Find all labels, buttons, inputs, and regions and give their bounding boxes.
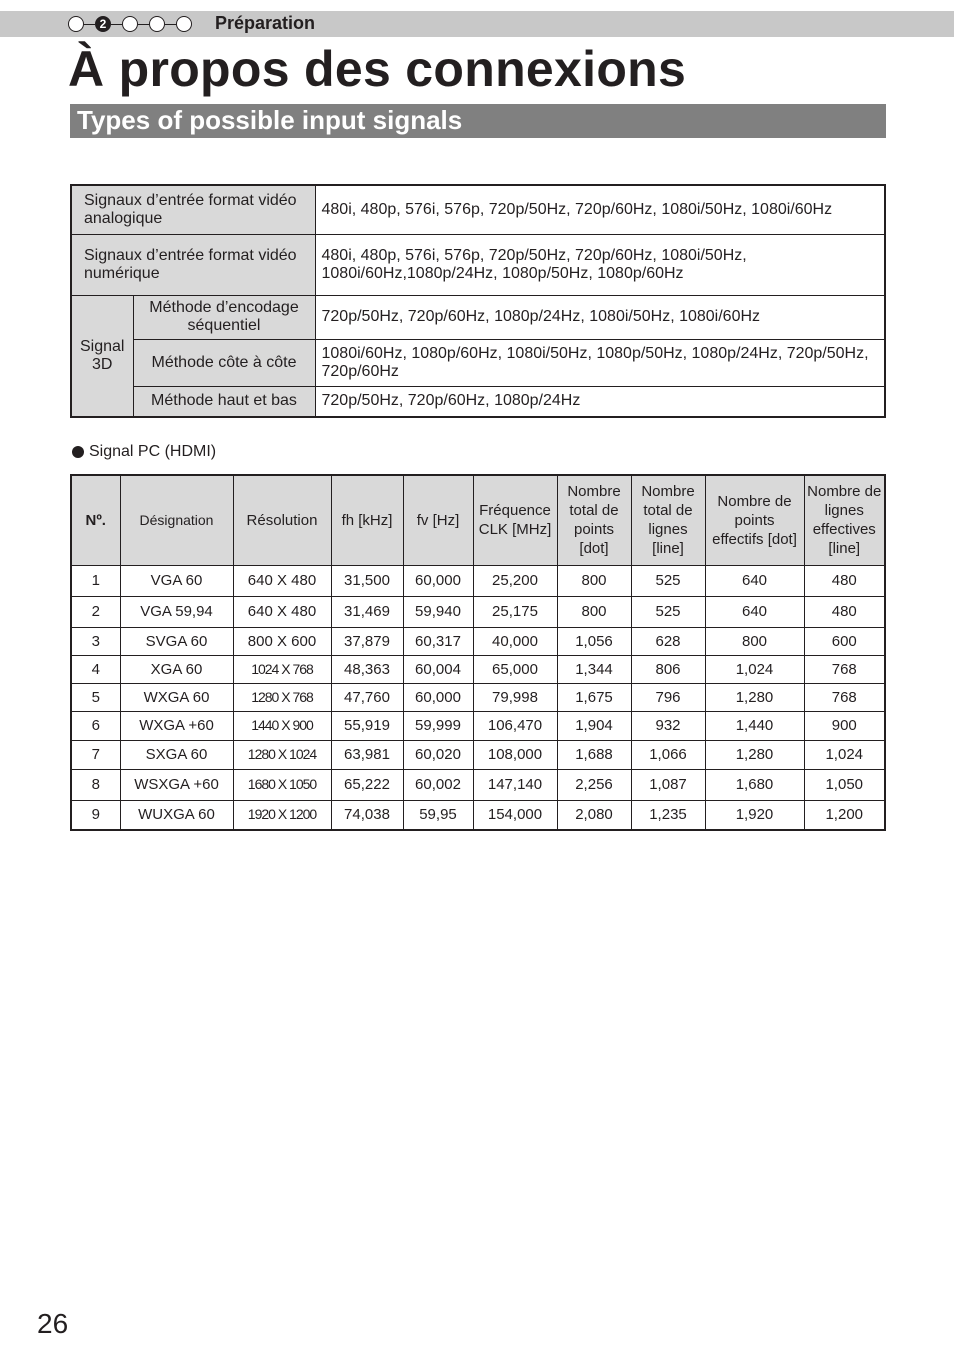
table-cell: 60,000 (403, 683, 473, 711)
table-row (71, 769, 885, 800)
step-5-circle-icon (176, 16, 192, 32)
table-row (71, 295, 885, 339)
column-header: Nombre total de points [dot] (557, 475, 631, 565)
table-cell: 1280 X 1024 (233, 740, 331, 769)
table-cell: 1,235 (631, 800, 705, 830)
table-cell: 48,363 (331, 655, 403, 683)
table-cell: 108,000 (473, 740, 557, 769)
method-value: 720p/50Hz, 720p/60Hz, 1080p/24Hz, 1080i/50Hz, 1080i/60Hz (315, 295, 885, 339)
table-cell: 1,904 (557, 711, 631, 740)
table-cell: 37,879 (331, 627, 403, 655)
column-header: Désignation (120, 475, 233, 565)
table-cell: 640 (705, 596, 804, 627)
table-cell: 6 (71, 711, 120, 740)
table-row (71, 740, 885, 769)
table-cell: 79,998 (473, 683, 557, 711)
table-cell: 59,940 (403, 596, 473, 627)
table-cell: 806 (631, 655, 705, 683)
table-cell: 1440 X 900 (233, 711, 331, 740)
table-cell: 1280 X 768 (233, 683, 331, 711)
table-row (71, 655, 885, 683)
table-cell: 1,920 (705, 800, 804, 830)
table-cell: 2,256 (557, 769, 631, 800)
table-cell: WXGA 60 (120, 683, 233, 711)
column-header: Fréquence CLK [MHz] (473, 475, 557, 565)
table-cell: 768 (804, 655, 885, 683)
table-cell: 1,688 (557, 740, 631, 769)
method-label: Méthode haut et bas (133, 386, 315, 417)
table-cell: 59,95 (403, 800, 473, 830)
pc-signal-rows (71, 565, 885, 830)
column-header: fh [kHz] (331, 475, 403, 565)
table-cell: 1,680 (705, 769, 804, 800)
table-cell: 768 (804, 683, 885, 711)
table-cell: VGA 60 (120, 565, 233, 596)
table-cell: 1,024 (804, 740, 885, 769)
section-label: Préparation (215, 13, 316, 33)
pc-signal-label: Signal PC (HDMI) (89, 443, 217, 460)
table-row (71, 627, 885, 655)
table-cell: 932 (631, 711, 705, 740)
column-header: Nombre de points effectifs [dot] (705, 475, 804, 565)
table-cell: 800 X 600 (233, 627, 331, 655)
table-cell: 1,280 (705, 683, 804, 711)
table-cell: 59,999 (403, 711, 473, 740)
table-cell: WXGA +60 (120, 711, 233, 740)
column-header: fv [Hz] (403, 475, 473, 565)
table-cell: 31,500 (331, 565, 403, 596)
table-cell: 60,020 (403, 740, 473, 769)
table-row (71, 565, 885, 596)
step-3-circle-icon (122, 16, 138, 32)
table-cell: 628 (631, 627, 705, 655)
table-cell: 800 (705, 627, 804, 655)
table-cell: 525 (631, 596, 705, 627)
table-cell: 74,038 (331, 800, 403, 830)
digital-signal-label: Signaux d’entrée format vidéo numérique (71, 234, 315, 295)
table-cell: 600 (804, 627, 885, 655)
table-cell: 9 (71, 800, 120, 830)
table-row (71, 596, 885, 627)
table-cell: 1,440 (705, 711, 804, 740)
table-cell: 1,200 (804, 800, 885, 830)
table-cell: 640 (705, 565, 804, 596)
pc-signal-caption (72, 443, 216, 461)
digital-signal-value: 480i, 480p, 576i, 576p, 720p/50Hz, 720p/60Hz, 1080i/50Hz, 1080i/60Hz,1080p/24Hz, 1080p/50Hz, 1080p/60Hz (315, 234, 885, 295)
video-signal-table (70, 184, 886, 418)
table-cell: WUXGA 60 (120, 800, 233, 830)
table-cell: 154,000 (473, 800, 557, 830)
table-row (71, 683, 885, 711)
table-cell: 106,470 (473, 711, 557, 740)
table-row (71, 800, 885, 830)
table-cell: 3 (71, 627, 120, 655)
table-cell: 900 (804, 711, 885, 740)
table-cell: 1,066 (631, 740, 705, 769)
table-cell: 4 (71, 655, 120, 683)
table-cell: 2,080 (557, 800, 631, 830)
table-row (71, 339, 885, 386)
table-cell: 1680 X 1050 (233, 769, 331, 800)
table-row (71, 234, 885, 295)
signal-3d-label: Signal 3D (71, 295, 133, 417)
table-cell: 60,002 (403, 769, 473, 800)
table-cell: 480 (804, 596, 885, 627)
table-cell: 640 X 480 (233, 596, 331, 627)
step-4-circle-icon (149, 16, 165, 32)
table-cell: SXGA 60 (120, 740, 233, 769)
table-cell: 60,317 (403, 627, 473, 655)
table-row (71, 185, 885, 234)
table-cell: 65,222 (331, 769, 403, 800)
column-header: Nombre total de lignes [line] (631, 475, 705, 565)
table-row (71, 386, 885, 417)
table-cell: 1920 X 1200 (233, 800, 331, 830)
table-cell: 800 (557, 596, 631, 627)
step-1-circle-icon (68, 16, 84, 32)
method-value: 1080i/60Hz, 1080p/60Hz, 1080i/50Hz, 1080p/50Hz, 1080p/24Hz, 720p/50Hz, 720p/60Hz (315, 339, 885, 386)
table-cell: 1024 X 768 (233, 655, 331, 683)
table-cell: WSXGA +60 (120, 769, 233, 800)
table-cell: 1,675 (557, 683, 631, 711)
section-heading: Types of possible input signals (70, 104, 886, 138)
analog-signal-label: Signaux d’entrée format vidéo analogique (71, 185, 315, 234)
analog-signal-value: 480i, 480p, 576i, 576p, 720p/50Hz, 720p/60Hz, 1080i/50Hz, 1080i/60Hz (315, 185, 885, 234)
table-header-row (71, 475, 885, 565)
page-title: À propos des connexions (68, 41, 687, 97)
table-cell: 5 (71, 683, 120, 711)
method-value: 720p/50Hz, 720p/60Hz, 1080p/24Hz (315, 386, 885, 417)
bullet-icon (72, 446, 84, 458)
step-indicator (68, 15, 192, 33)
table-cell: 1,024 (705, 655, 804, 683)
column-header: Nº. (71, 475, 120, 565)
table-cell: 800 (557, 565, 631, 596)
table-cell: XGA 60 (120, 655, 233, 683)
table-cell: 55,919 (331, 711, 403, 740)
table-cell: 7 (71, 740, 120, 769)
table-cell: 480 (804, 565, 885, 596)
table-cell: 40,000 (473, 627, 557, 655)
table-cell: 525 (631, 565, 705, 596)
table-cell: 147,140 (473, 769, 557, 800)
table-cell: 1,344 (557, 655, 631, 683)
table-cell: 60,004 (403, 655, 473, 683)
table-cell: SVGA 60 (120, 627, 233, 655)
method-label: Méthode d’encodage séquentiel (133, 295, 315, 339)
page-number: 26 (37, 1308, 69, 1339)
table-cell: 63,981 (331, 740, 403, 769)
pc-signal-table (70, 474, 886, 831)
table-cell: 1 (71, 565, 120, 596)
table-cell: 8 (71, 769, 120, 800)
table-cell: 47,760 (331, 683, 403, 711)
step-2-circle-icon: 2 (95, 16, 111, 32)
table-cell: 1,050 (804, 769, 885, 800)
table-cell: 65,000 (473, 655, 557, 683)
table-row (71, 711, 885, 740)
table-cell: 60,000 (403, 565, 473, 596)
table-cell: 1,280 (705, 740, 804, 769)
table-cell: 25,175 (473, 596, 557, 627)
table-cell: 1,056 (557, 627, 631, 655)
table-cell: 31,469 (331, 596, 403, 627)
table-cell: 640 X 480 (233, 565, 331, 596)
method-label: Méthode côte à côte (133, 339, 315, 386)
column-header: Résolution (233, 475, 331, 565)
table-cell: 1,087 (631, 769, 705, 800)
table-cell: VGA 59,94 (120, 596, 233, 627)
table-cell: 2 (71, 596, 120, 627)
table-cell: 796 (631, 683, 705, 711)
table-cell: 25,200 (473, 565, 557, 596)
column-header: Nombre de lignes effectives [line] (804, 475, 885, 565)
